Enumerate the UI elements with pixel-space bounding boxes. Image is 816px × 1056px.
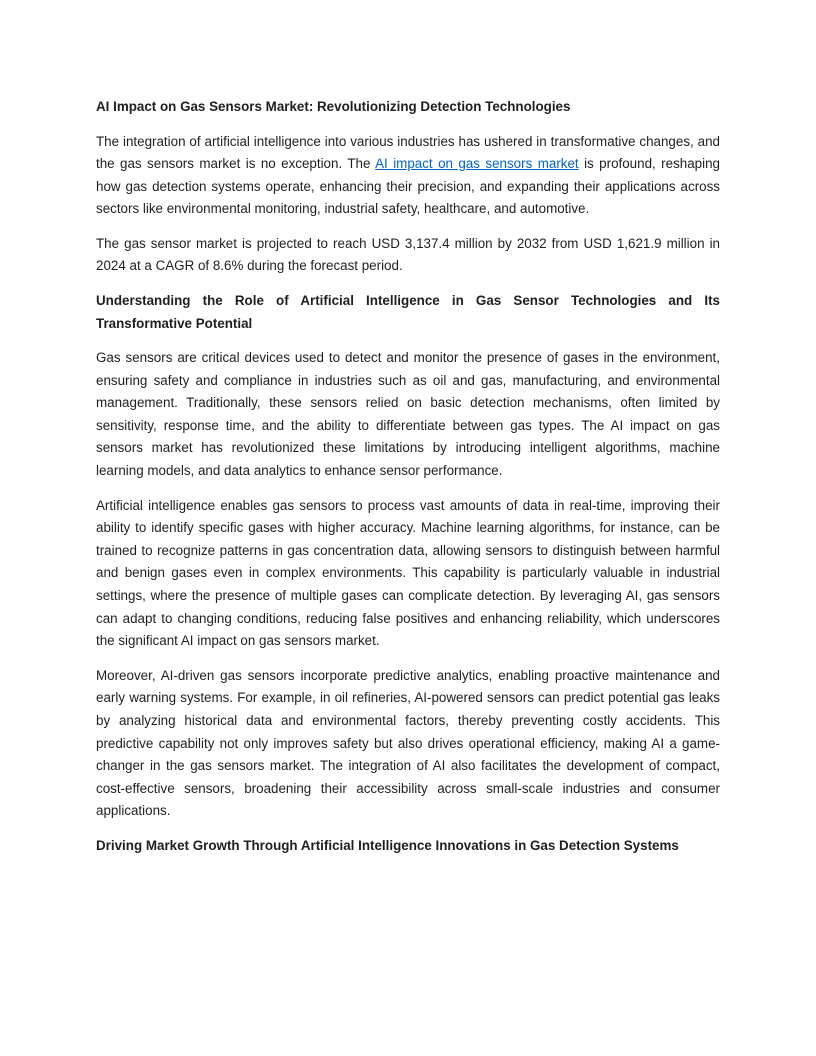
intro-text-before-link: The integration of artificial intelligence into various industries has ushered in transformative changes, and the gas sensors market is no exception. The — [96, 133, 720, 172]
body-paragraph: Artificial intelligence enables gas sensors to process vast amounts of data in real-time, improving their ability to identify specific gases with higher accuracy. Machine learning algorithms, for instance, can be trained to recognize patterns in gas concentration data, allowing sensors to distinguish between harmful and benign gases even in complex environments. This capability is particularly valuable in industrial settings, where the presence of multiple gases can complicate detection. By leveraging AI, gas sensors can adapt to changing conditions, reducing false positives and enhancing reliability, which underscores the significant AI impact on gas sensors market. — [96, 497, 720, 649]
body-paragraph: Moreover, AI-driven gas sensors incorporate predictive analytics, enabling proactive maintenance and early warning systems. For example, in oil refineries, AI-powered sensors can predict potential gas leaks by analyzing historical data and environmental factors, thereby preventing costly accidents. This predictive capability not only improves safety but also drives operational efficiency, making AI a game-changer in the gas sensors market. The integration of AI also facilitates the development of compact, cost-effective sensors, broadening their accessibility across small-scale industries and consumer applications. — [96, 667, 720, 819]
intro-text-after-link: is profound, reshaping how gas detection systems operate, enhancing their precision, and expanding their applications across sectors like environmental monitoring, industrial safety, healthcare, and automotive. — [96, 156, 720, 217]
ai-impact-market-link[interactable]: AI impact on gas sensors market — [375, 156, 579, 172]
document-page — [96, 96, 720, 869]
body-paragraph: Gas sensors are critical devices used to detect and monitor the presence of gases in the environment, ensuring safety and compliance in industries such as oil and gas, manufacturing, and environmental management. Traditionally, these sensors relied on basic detection mechanisms, often limited by sensitivity, response time, and the ability to differentiate between gas types. The AI impact on gas sensors market has revolutionized these limitations by introducing intelligent algorithms, machine learning models, and data analytics to enhance sensor performance. — [96, 350, 720, 479]
section-heading-market-growth: Driving Market Growth Through Artificial Intelligence Innovations in Gas Detection Systems — [96, 837, 679, 853]
document-title: AI Impact on Gas Sensors Market: Revolutionizing Detection Technologies — [96, 99, 571, 114]
section-heading-ai-role: Understanding the Role of Artificial Intelligence in Gas Sensor Technologies and Its Transformative Potential — [96, 293, 720, 331]
intro-paragraph — [96, 131, 720, 221]
market-forecast-paragraph: The gas sensor market is projected to reach USD 3,137.4 million by 2032 from USD 1,621.9 million in 2024 at a CAGR of 8.6% during the forecast period. — [96, 235, 720, 274]
